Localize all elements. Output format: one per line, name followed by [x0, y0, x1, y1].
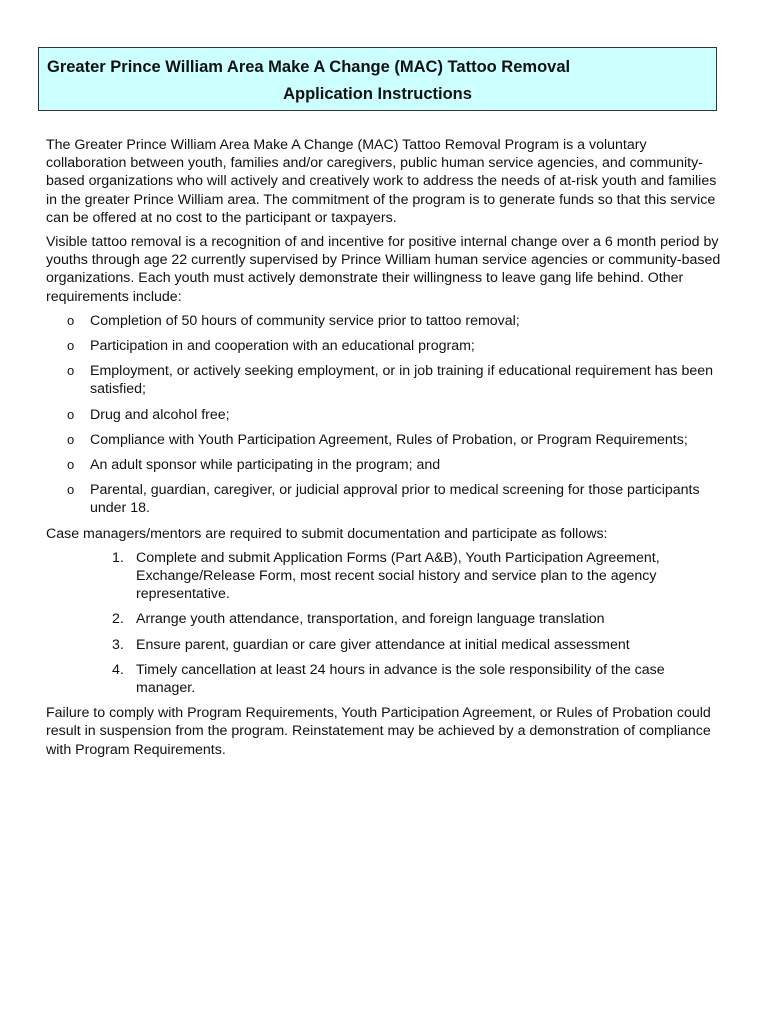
step-number: 1.	[112, 549, 124, 566]
intro-paragraph: The Greater Prince William Area Make A Change (MAC) Tattoo Removal Program is a voluntary collaboration between youth, families and/or caregivers, public human service agencies, and community-based organizations who will actively and creatively work to address the needs of at-risk youth and families in the greater Prince William area. The commitment of the program is to generate funds so that this service can be offered at no cost to the participant or taxpayers.	[46, 137, 717, 226]
bullet-marker: o	[67, 482, 75, 498]
list-item	[46, 337, 722, 355]
bullet-marker: o	[67, 363, 75, 379]
list-item-text: An adult sponsor while participating in the program; and	[90, 457, 441, 474]
list-item	[46, 406, 722, 424]
bullet-marker: o	[67, 406, 75, 422]
list-item	[46, 549, 722, 604]
list-item-text: Drug and alcohol free;	[90, 406, 230, 423]
list-item-text: Participation in and cooperation with an educational program;	[90, 338, 475, 355]
document-subtitle: Application Instructions	[283, 85, 472, 103]
document-title: Greater Prince William Area Make A Change (MAC) Tattoo Removal	[47, 58, 571, 76]
list-item	[46, 362, 722, 398]
list-item	[46, 312, 722, 330]
eligibility-paragraph: Visible tattoo removal is a recognition of and incentive for positive internal change over a 6 month period by youths through age 22 currently supervised by Prince William human service agencies or community-based organizations. Each youth must actively demonstrate their willingness to leave gang life behind. Other requirements include:	[46, 234, 721, 305]
bullet-marker: o	[67, 431, 75, 447]
compliance-paragraph: Failure to comply with Program Requirements, Youth Participation Agreement, or Rules of Probation could result in suspension from the program. Reinstatement may be achieved by a demonstration of compliance with Program Requirements.	[46, 705, 711, 758]
list-item	[46, 661, 722, 697]
list-item-text: Compliance with Youth Participation Agreement, Rules of Probation, or Program Requirements;	[90, 431, 688, 448]
list-item	[46, 456, 722, 474]
bullet-marker: o	[67, 312, 75, 328]
case-manager-paragraph: Case managers/mentors are required to submit documentation and participate as follows:	[46, 525, 608, 542]
bullet-marker: o	[67, 338, 75, 354]
document-body	[46, 136, 722, 765]
list-item	[46, 481, 722, 517]
list-item	[46, 636, 722, 654]
list-item-text: Employment, or actively seeking employment, or in job training if educational requirement has been satisfied;	[90, 363, 714, 398]
step-text: Complete and submit Application Forms (Part A&B), Youth Participation Agreement, Exchange/Release Form, most recent social history and service plan to the agency representative.	[136, 549, 660, 603]
list-item	[46, 610, 722, 628]
step-number: 4.	[112, 661, 124, 678]
step-text: Arrange youth attendance, transportation, and foreign language translation	[136, 611, 605, 628]
list-item-text: Parental, guardian, caregiver, or judicial approval prior to medical screening for those participants under 18.	[90, 482, 700, 517]
requirements-list	[46, 312, 722, 518]
list-item	[46, 431, 722, 449]
bullet-marker: o	[67, 457, 75, 473]
step-text: Ensure parent, guardian or care giver attendance at initial medical assessment	[136, 636, 630, 653]
steps-list	[46, 549, 722, 697]
list-item-text: Completion of 50 hours of community service prior to tattoo removal;	[90, 312, 520, 329]
step-number: 3.	[112, 636, 124, 653]
step-number: 2.	[112, 611, 124, 628]
step-text: Timely cancellation at least 24 hours in advance is the sole responsibility of the case manager.	[136, 661, 665, 697]
title-box	[38, 47, 717, 111]
